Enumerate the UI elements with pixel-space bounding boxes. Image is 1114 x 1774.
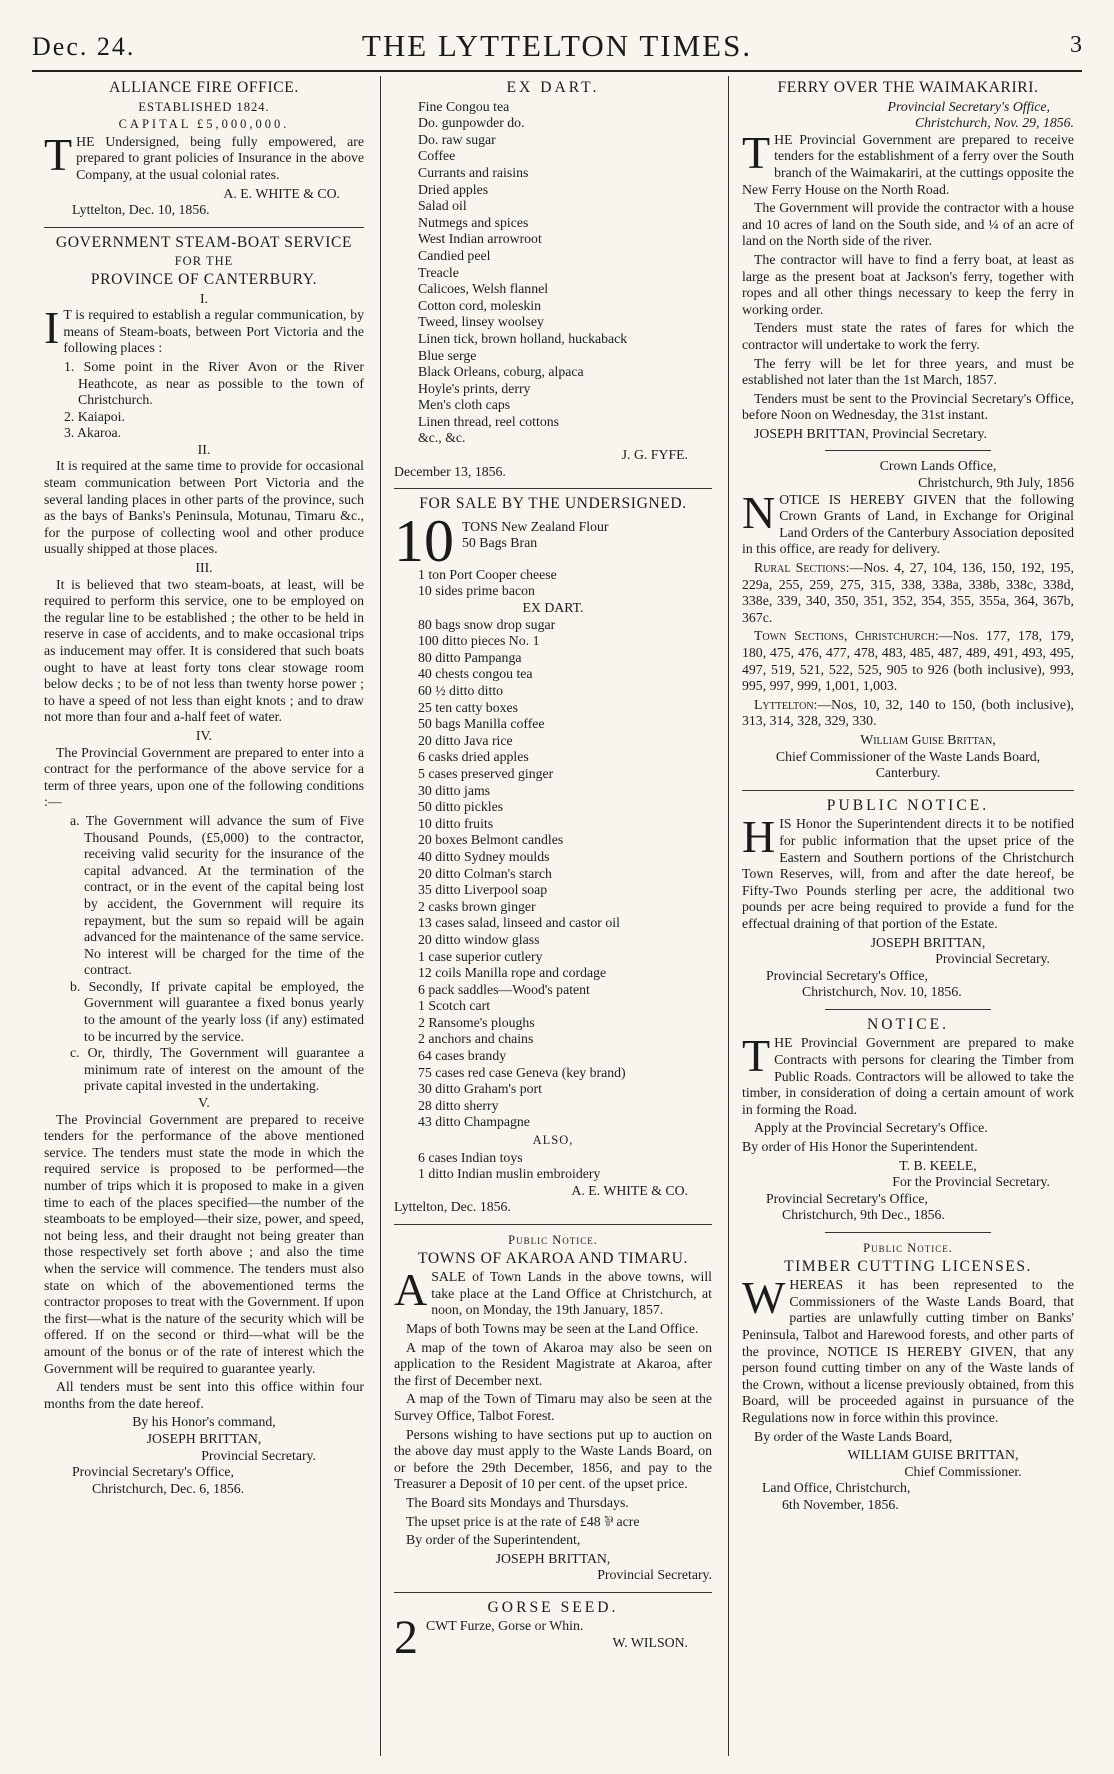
signature-title: Provincial Secretary.	[935, 951, 1050, 967]
paragraph: It is believed that two steam-boats, at least, will be required to perform this service, one to be employed on the regular line to be established ; the other to be held in reserve in case of accidents, and to make occasional trips as inducement may offer. It is considered that such boats ought to have at least forty tons clear stowage room below decks ; to be of not less than twenty horse power ; to have a speed of not less than eight knots ; and to draw not more than four and a-half feet of water.	[44, 576, 364, 725]
ad-established: ESTABLISHED 1824.	[138, 99, 270, 114]
signature: William Guise Brittan,	[860, 731, 996, 747]
signature: JOSEPH BRITTAN,	[495, 1550, 611, 1566]
ad-body: HE Undersigned, being fully empowered, are prepared to grant policies of Insurance in the above Company, at the usual colonial rates.	[76, 133, 364, 182]
goods-list	[394, 1150, 712, 1183]
list-item: West Indian arrowroot	[418, 231, 542, 247]
list-item: &c., &c.	[418, 430, 466, 446]
paragraph: By order of the Waste Lands Board,	[754, 1428, 953, 1444]
list-item: 1. Some point in the River Avon or the River Heathcote, as near as possible to the town of Christchurch.	[64, 358, 364, 408]
signature: T. B. KEELE,	[899, 1157, 977, 1173]
section-number: V.	[198, 1095, 210, 1111]
list-item: 3. Akaroa.	[64, 425, 122, 441]
signature-title: Provincial Secretary.	[597, 1567, 712, 1583]
list-item: 2. Kaiapoi.	[64, 408, 125, 424]
list-item: Salad oil	[418, 198, 467, 214]
ad-title: TOWNS OF AKAROA AND TIMARU.	[418, 1249, 688, 1267]
list-item: 1 Scotch cart	[418, 998, 491, 1014]
paragraph: The Provincial Government are prepared to enter into a contract for the performance of the above service for a term of three years, upon one of the following conditions :—	[44, 744, 364, 810]
list-item: 30 ditto jams	[418, 782, 491, 798]
divider	[394, 488, 712, 489]
paragraph: By order of the Superintendent,	[406, 1532, 581, 1548]
list-item: 2 casks brown ginger	[418, 898, 536, 914]
list-item: Men's cloth caps	[418, 397, 511, 413]
office-date: Christchurch, Nov. 29, 1856.	[914, 115, 1074, 131]
list-item: Currants and raisins	[418, 164, 529, 180]
column-divider	[380, 76, 381, 1756]
list-item: 2 anchors and chains	[418, 1031, 534, 1047]
command-line: By his Honor's command,	[132, 1414, 276, 1430]
paragraph: Apply at the Provincial Secretary's Office.	[754, 1120, 988, 1136]
ad-alliance-fire-office	[44, 80, 364, 219]
paragraph: The Board sits Mondays and Thursdays.	[406, 1494, 629, 1510]
paragraph: HE Provincial Government are prepared to receive tenders for the establishment of a ferry over the South branch of the Waimakariri, at the cuttings opposite the New Ferry House on the North Road.	[742, 131, 1074, 197]
list-item: Treacle	[418, 264, 459, 280]
column-middle	[394, 78, 712, 1666]
list-item: 20 ditto window glass	[418, 931, 540, 947]
section-number: I.	[199, 290, 209, 306]
list-item: Tweed, linsey woolsey	[418, 314, 544, 330]
ad-title: GORSE SEED.	[487, 1598, 619, 1616]
ad-gorse-seed	[394, 1600, 712, 1659]
list-item: Hoyle's prints, derry	[418, 380, 531, 396]
ad-signature: A. E. WHITE & CO.	[223, 185, 340, 201]
list-item: Do. gunpowder do.	[418, 115, 525, 131]
list-item: Linen tick, brown holland, huckaback	[418, 330, 628, 346]
ad-subtitle: PROVINCE OF CANTERBURY.	[90, 270, 318, 288]
list-item: Black Orleans, coburg, alpaca	[418, 364, 584, 380]
divider	[825, 1009, 991, 1010]
ad-for-sale	[394, 496, 712, 1216]
ad-kicker: Public Notice.	[863, 1241, 953, 1255]
sale-line: 50 Bags Bran	[462, 535, 538, 551]
ad-capital: CAPITAL £5,000,000.	[118, 117, 290, 132]
signature-title: Chief Commissioner of the Waste Lands Board, Canterbury.	[775, 748, 1041, 781]
divider	[742, 790, 1074, 791]
list-label: Town Sections, Christchurch	[754, 628, 935, 644]
drop-cap: N	[742, 486, 776, 538]
list-item: Do. raw sugar	[418, 131, 496, 147]
list-item: Cotton cord, moleskin	[418, 297, 542, 313]
ad-kicker: Public Notice.	[508, 1233, 598, 1247]
paragraph: The contractor will have to find a ferry boat, at least as large as the present boat at Jackson's ferry, together with ropes and all other things necessary to keep the ferry in working order.	[742, 251, 1074, 317]
paragraph: Tenders must state the rates of fares for which the contractor will undertake to work the ferry.	[742, 320, 1074, 352]
sale-line: TONS New Zealand Flour	[462, 518, 609, 534]
list-item: 100 ditto pieces No. 1	[418, 633, 540, 649]
section-number: IV.	[195, 727, 213, 743]
ad-towns-akaroa-timaru	[394, 1232, 712, 1584]
office: Provincial Secretary's Office,	[766, 967, 928, 983]
goods-list	[394, 617, 712, 1131]
list-item: 30 ditto Graham's port	[418, 1081, 542, 1097]
paragraph: All tenders must be sent into this office within four months from the date hereof.	[44, 1379, 364, 1411]
masthead-rule	[32, 70, 1082, 72]
office-date: Christchurch, Nov. 10, 1856.	[802, 984, 962, 1000]
office-date: Christchurch, 9th Dec., 1856.	[782, 1207, 945, 1223]
ad-title: NOTICE.	[866, 1015, 950, 1033]
ad-title: FERRY OVER THE WAIMAKARIRI.	[777, 79, 1039, 96]
divider	[394, 1592, 712, 1593]
ad-title: GOVERNMENT STEAM-BOAT SERVICE	[55, 233, 353, 251]
office-date: Christchurch, 9th July, 1856	[918, 475, 1074, 491]
paragraph: The ferry will be let for three years, and must be established not later than the 1st March, 1857.	[742, 355, 1074, 388]
goods-list	[394, 99, 712, 447]
drop-cap: T	[44, 128, 73, 180]
section-number: II.	[197, 441, 211, 457]
list-item: 40 chests congou tea	[418, 666, 533, 682]
office: Provincial Secretary's Office,	[72, 1464, 234, 1480]
column-right	[742, 78, 1074, 1522]
drop-cap: A	[394, 1264, 428, 1316]
column-divider	[728, 76, 729, 1756]
list-item: 1 ditto Indian muslin embroidery	[418, 1166, 601, 1182]
ad-title: TIMBER CUTTING LICENSES.	[784, 1257, 1032, 1275]
paragraph: The Provincial Government are prepared to receive tenders for the performance of the above mentioned service. The tenders must state the mode in which the required service is proposed to be performed—the number of trips which it is proposed to make in a given time to each of the places specified—the number of the steamboats to be employed—their size, power, and speed, not being less, and their draught not being greater than those respectively set forth above ; and also the time when the service will commence. The tenders must also state on which of the abovementioned terms the contractor proposes to treat with the Government. If upon the first—what is the nature of the security which will be offered. If on the second or third—what will be the amount of the bonus or of the rate of interest which the Government will be required to guarantee yearly.	[44, 1111, 364, 1376]
paragraph: A map of the Town of Timaru may also be seen at the Survey Office, Talbot Forest.	[394, 1391, 712, 1423]
ad-public-notice	[742, 798, 1074, 1001]
list-item: 75 cases red case Geneva (key brand)	[418, 1064, 626, 1080]
list-item: 20 ditto Colman's starch	[418, 865, 552, 881]
paragraph: OTICE IS HEREBY GIVEN that the following Crown Grants of Land, in Exchange for Original Land Orders of the Canterbury Association deposited in this office, are ready for delivery.	[742, 491, 1074, 557]
list-item: 35 ditto Liverpool soap	[418, 882, 548, 898]
list-item: 1 case superior cutlery	[418, 948, 543, 964]
list-item: Calicoes, Welsh flannel	[418, 281, 549, 297]
paragraph: A map of the town of Akaroa may also be seen on application to the Resident Magistrate at Akaroa, after the first of December next.	[394, 1339, 712, 1388]
list-item: c. Or, thirdly, The Government will guarantee a minimum rate of interest on the amount of the private capital invested in the undertaking.	[70, 1045, 364, 1094]
list-item: 10 ditto fruits	[418, 815, 494, 831]
ad-title: EX DART.	[506, 79, 600, 96]
issue-date: Dec. 24.	[32, 32, 136, 61]
list-item: Candied peel	[418, 247, 491, 263]
signature: W. WILSON.	[612, 1635, 688, 1651]
column-left	[44, 78, 364, 1505]
office-date: 6th November, 1856.	[782, 1496, 899, 1512]
signature: JOSEPH BRITTAN,	[870, 934, 986, 950]
sub-heading: EX DART.	[522, 600, 584, 616]
ad-timber-cutting-licenses	[742, 1240, 1074, 1514]
signature: JOSEPH BRITTAN, Provincial Secretary.	[754, 425, 987, 441]
list-item: 50 ditto pickles	[418, 799, 504, 815]
paragraph: It is required at the same time to provide for occasional steam communication between Port Victoria and the several landing places in other parts of the province, such as the bays of Banks's Peninsula, Motunau, Timaru &c., for the purpose of collecting wool and other produce usually shipped at those places.	[44, 458, 364, 557]
list-item: 6 cases Indian toys	[418, 1149, 523, 1165]
places-list	[44, 359, 364, 442]
ad-date: December 13, 1856.	[394, 463, 506, 479]
list-item: 25 ten catty boxes	[418, 699, 519, 715]
ad-notice-timber-roads	[742, 1017, 1074, 1224]
list-item: 2 Ransome's ploughs	[418, 1014, 535, 1030]
list-item: 80 bags snow drop sugar	[418, 616, 556, 632]
masthead	[32, 28, 1082, 68]
ad-title: FOR SALE BY THE UNDERSIGNED.	[419, 495, 687, 513]
list-item: Linen thread, reel cottons	[418, 413, 559, 429]
conditions-list	[44, 813, 364, 1095]
drop-cap: W	[742, 1272, 786, 1324]
list-item: 20 ditto Java rice	[418, 732, 513, 748]
list-item: 50 bags Manilla coffee	[418, 716, 545, 732]
list-label: Rural Sections	[754, 560, 846, 576]
also-label: ALSO,	[532, 1133, 574, 1148]
paragraph: HEREAS it has been represented to the Commissioners of the Waste Lands Board, that parties are unlawfully cutting timber on Banks' Peninsula, Talbot and Harewood forests, and other parts of the province, NOTICE IS HEREBY GIVEN, that any person found cutting timber on any of the Waste lands of the Crown, without a license previously obtained, from this Board, will be proceeded against in pursuance of the Regulations now in force within this province.	[742, 1277, 1074, 1425]
office: Land Office, Christchurch,	[762, 1480, 911, 1496]
sale-line: CWT Furze, Gorse or Whin.	[426, 1618, 584, 1634]
signature-title: Chief Commissioner.	[904, 1463, 1022, 1479]
list-item: 6 pack saddles—Wood's patent	[418, 981, 590, 997]
paragraph: IS Honor the Superintendent directs it to be notified for public information that the upset price of the Eastern and Southern portions of the Christchurch Town Reserves, will, from and after the date hereof, be Fifty-Two Pounds sterling per acre, the additional two pounds per acre being required to provide a fund for the effectual draining of that portion of the Estate.	[742, 816, 1074, 931]
signature: J. G. FYFE.	[621, 447, 688, 463]
divider	[394, 1224, 712, 1225]
paragraph: SALE of Town Lands in the above towns, will take place at the Land Office at Christchurch, at noon, on Monday, the 19th January, 1857.	[431, 1269, 712, 1318]
paragraph: Tenders must be sent to the Provincial Secretary's Office, before Noon on Wednesday, the 31st instant.	[742, 390, 1074, 423]
divider	[825, 450, 991, 451]
signature: JOSEPH BRITTAN,	[146, 1430, 262, 1446]
paragraph: By order of His Honor the Superintendent.	[742, 1139, 978, 1155]
list-item: 6 casks dried apples	[418, 749, 529, 765]
office-date: Christchurch, Dec. 6, 1856.	[92, 1480, 245, 1496]
ad-ferry-waimakariri	[742, 80, 1074, 442]
sale-line: 1 ton Port Cooper cheese	[418, 566, 557, 582]
paragraph: Maps of both Towns may be seen at the Land Office.	[406, 1320, 699, 1336]
signature-title: For the Provincial Secretary.	[892, 1174, 1050, 1190]
paragraph: The Government will provide the contractor with a house and 10 acres of land on the South side, and ¼ of an acre of land on the North side of the river.	[742, 200, 1074, 249]
big-number: 10	[394, 514, 454, 567]
paragraph: Persons wishing to have sections put up to auction on the above day must apply to the Waste Lands Board, on or before the 29th December, 1856, and pay to the Treasurer a Deposit of 10 per cent. of the upset price.	[394, 1426, 712, 1492]
drop-cap: T	[742, 126, 771, 178]
signature: WILLIAM GUISE BRITTAN,	[847, 1447, 1019, 1463]
paragraph: T is required to establish a regular communication, by means of Steam-boats, between Port Victoria and the following places :	[63, 307, 364, 356]
ad-place-date: Lyttelton, Dec. 1856.	[394, 1199, 511, 1215]
big-number: 2	[394, 1618, 418, 1659]
divider	[825, 1232, 991, 1233]
list-item: 5 cases preserved ginger	[418, 765, 554, 781]
list-item: 13 cases salad, linseed and castor oil	[418, 915, 620, 931]
office: Provincial Secretary's Office,	[887, 98, 1050, 114]
ad-title: ALLIANCE FIRE OFFICE.	[109, 79, 299, 96]
list-item: 80 ditto Pampanga	[418, 649, 522, 665]
ad-ex-dart	[394, 80, 712, 480]
list-item: 64 cases brandy	[418, 1048, 507, 1064]
list-label: Lyttelton	[754, 696, 814, 712]
section-numbers: :—Nos, 10, 32, 140 to 150, (both inclusive), 313, 314, 328, 329, 330.	[742, 696, 1074, 729]
ad-title: PUBLIC NOTICE.	[826, 796, 990, 814]
list-item: 40 ditto Sydney moulds	[418, 848, 550, 864]
flour-line	[394, 515, 712, 567]
signature-title: Provincial Secretary.	[201, 1447, 316, 1463]
list-item: a. The Government will advance the sum of Five Thousand Pounds, (£5,000) to the contractor, receiving valid security for the insurance of the capital advanced. At the termination of the contract, or in the event of the capital being lost by accident, the Government will require its repayment, but the sum so repaid will be again advanced for the maintenance of the same service. No interest will be charged for the time of the contract.	[70, 812, 364, 978]
section-numbers: :—Nos. 4, 27, 104, 136, 150, 192, 195, 229a, 255, 259, 275, 315, 338, 338a, 338b, 338c, 338d, 338e, 339, 340, 350, 351, 352, 354, 355, 355a, 364, 367b, 367c.	[742, 560, 1074, 625]
list-item: Fine Congou tea	[418, 98, 510, 114]
signature: A. E. WHITE & CO.	[571, 1182, 688, 1198]
list-item: Dried apples	[418, 181, 489, 197]
section-numbers: :—Nos. 177, 178, 179, 180, 475, 476, 477, 478, 483, 485, 487, 489, 491, 493, 495, 497, 519, 521, 522, 525, 905 to 926 (both inclusive), 993, 995, 997, 999, 1,001, 1,003.	[742, 628, 1074, 694]
office: Crown Lands Office,	[879, 458, 997, 474]
list-item: 60 ½ ditto ditto	[418, 683, 504, 698]
divider	[44, 227, 364, 228]
ad-subtitle: FOR THE	[174, 254, 234, 269]
drop-cap: T	[742, 1030, 771, 1082]
sale-line: 10 sides prime bacon	[418, 583, 535, 599]
list-item: 20 boxes Belmont candles	[418, 832, 564, 848]
ad-steam-boat-service	[44, 235, 364, 1498]
drop-cap: H	[742, 811, 776, 863]
list-item: 43 ditto Champagne	[418, 1114, 530, 1130]
ad-crown-lands	[742, 458, 1074, 781]
gorse-line	[394, 1618, 712, 1658]
office: Provincial Secretary's Office,	[766, 1190, 928, 1206]
list-item: b. Secondly, If private capital be employed, the Government will guarantee a fixed bonus yearly to the amount of the yearly loss (if any) estimated to be incurred by the service.	[70, 978, 364, 1044]
list-item: 12 coils Manilla rope and cordage	[418, 965, 607, 981]
paragraph: HE Provincial Government are prepared to make Contracts with persons for clearing the Timber from Public Roads. Contractors will be allowed to take the timber, in consideration of doing a certain amount of work in forming the Road.	[742, 1035, 1074, 1117]
list-item: Blue serge	[418, 347, 477, 363]
section-number: III.	[195, 560, 213, 576]
newspaper-title: THE LYTTELTON TIMES.	[361, 28, 753, 63]
drop-cap: I	[44, 302, 60, 354]
paragraph: The upset price is at the rate of £48 ⅌ acre	[406, 1513, 640, 1529]
list-item: 28 ditto sherry	[418, 1097, 499, 1113]
list-item: Nutmegs and spices	[418, 214, 529, 230]
page-number: 3	[1070, 32, 1082, 58]
list-item: Coffee	[418, 148, 456, 164]
ad-place-date: Lyttelton, Dec. 10, 1856.	[72, 202, 210, 218]
